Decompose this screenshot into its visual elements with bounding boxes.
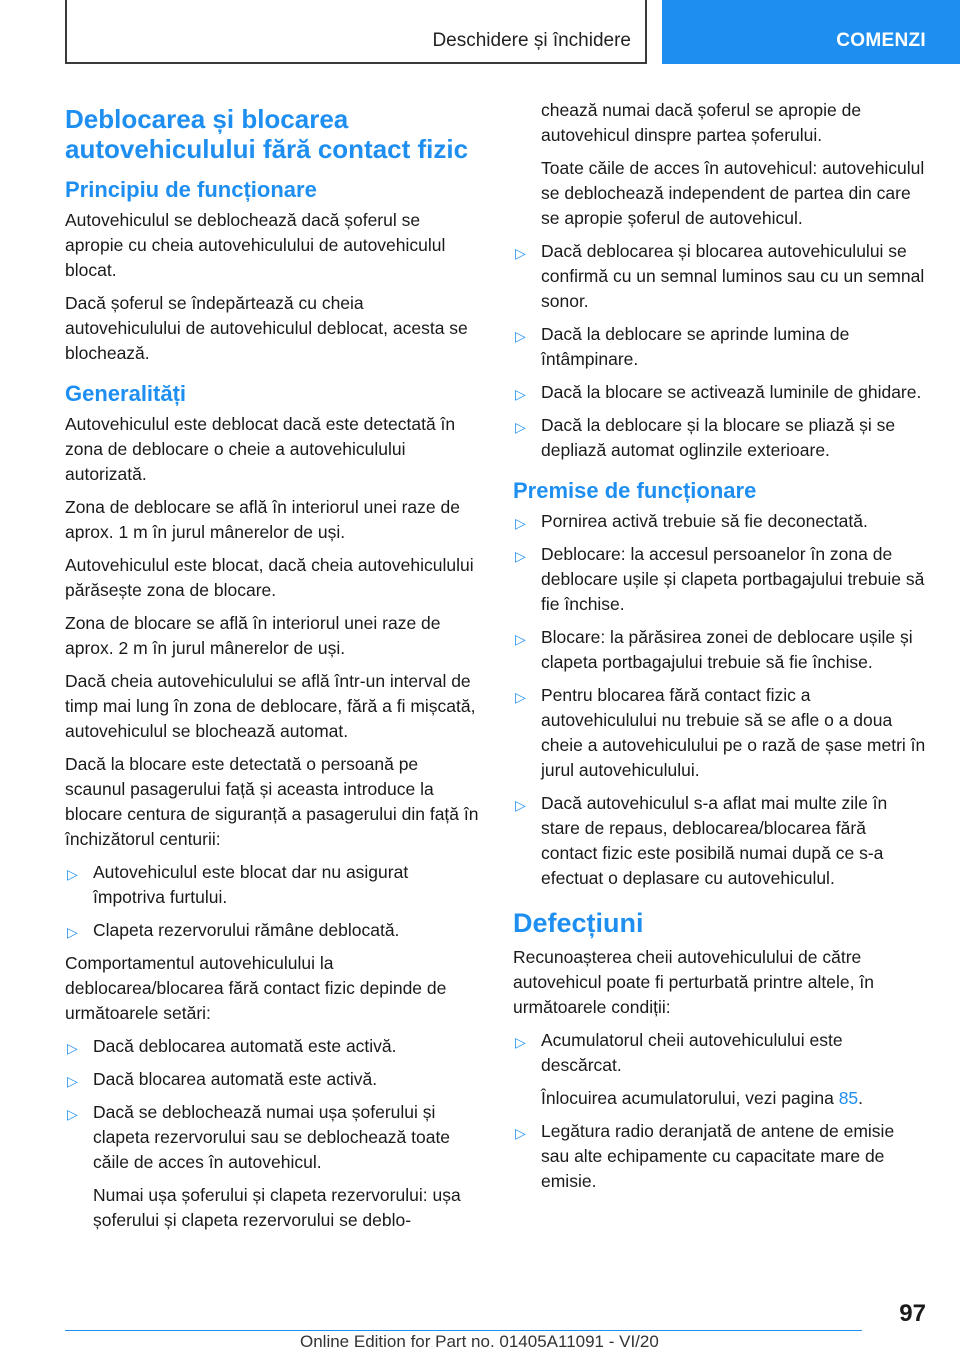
triangle-bullet-icon: ▷	[515, 419, 526, 435]
chapter-tab[interactable]	[662, 0, 960, 64]
triangle-bullet-icon: ▷	[515, 245, 526, 261]
list-item-continued	[513, 98, 927, 231]
list-item: ▷ Autovehiculul este blocat dar nu asigurat împotriva furtului.	[67, 862, 409, 907]
list-item: ▷ Pentru blocarea fără contact fizic a autovehiculului nu trebuie să se afle o a doua cheie a autovehiculului pe o rază de șase metri în jurul autovehiculului.	[515, 685, 926, 780]
list-item: ▷ Deblocare: la accesul persoanelor în zona de deblocare ușile și clapeta portbagajului trebuie să fie închise.	[515, 544, 925, 614]
paragraph: Zona de deblocare se află în interiorul unei raze de aprox. 1 m în jurul mânerelor de uși.	[65, 497, 460, 542]
triangle-bullet-icon: ▷	[515, 328, 526, 344]
footer-divider	[65, 1330, 862, 1331]
paragraph: Autovehiculul se deblochează dacă șoferul se apropie cu cheia autovehiculului de autovehiculul blocat.	[65, 210, 446, 280]
list-item: ▷ Dacă deblocarea automată este activă.	[65, 1034, 480, 1059]
list-item: ▷ Clapeta rezervorului rămâne deblocată.	[65, 918, 480, 943]
bullet-list	[65, 1034, 480, 1233]
list-item: ▷ Acumulatorul cheii autovehiculului este descărcat. Înlocuirea acumulatorului, vezi pagina 85.	[513, 1028, 927, 1111]
paragraph: Zona de blocare se află în interiorul unei raze de aprox. 2 m în jurul mânerelor de uși.	[65, 613, 441, 658]
list-item: ▷ Dacă la deblocare și la blocare se pliază și se depliază automat oglinzile exterioare.	[515, 415, 896, 460]
footer-edition: Online Edition for Part no. 01405A11091 - VI/20	[300, 1332, 659, 1351]
paragraph: Autovehiculul este deblocat dacă este detectată în zona de deblocare o cheie a autovehiculului autorizată.	[65, 414, 456, 484]
list-item: ▷ Dacă autovehiculul s-a aflat mai multe zile în stare de repaus, deblocarea/blocarea fără contact fizic este posibilă numai după ce s-a efectuat o deplasare cu autovehiculul.	[515, 793, 888, 888]
heading-premise: Premise de funcționare	[513, 478, 757, 503]
list-item: ▷ Dacă la deblocare se aprinde lumina de întâmpinare.	[515, 324, 850, 369]
paragraph: Dacă la blocare este detectată o persoană pe scaunul pasagerului față și aceasta introduce la blocare centura de siguranță a pasagerului din față în închizătorul centurii:	[65, 754, 479, 849]
heading-defect: Defecțiuni	[513, 908, 644, 938]
paragraph: Comportamentul autovehiculului la deblocarea/blocarea fără contact fizic depinde de următoarele setări:	[65, 953, 447, 1023]
paragraph: chează numai dacă șoferul se apropie de autovehicul dinspre partea șoferului.	[541, 100, 862, 145]
continued-list	[513, 98, 927, 231]
triangle-bullet-icon: ▷	[67, 1106, 78, 1122]
heading-general: Generalități	[65, 381, 187, 406]
paragraph: Toate căile de acces în autovehicul: autovehiculul se deblochează independent de partea din care se apropie șoferul de autovehicul.	[541, 158, 925, 228]
triangle-bullet-icon: ▷	[515, 797, 526, 813]
page-title: Deblocarea și blocarea autovehiculului fără contact fizic	[65, 104, 469, 164]
paragraph: Dacă șoferul se îndepărtează cu cheia autovehiculului de autovehiculul deblocat, acesta se blochează.	[65, 293, 468, 363]
bullet-list	[65, 860, 480, 943]
paragraph: Recunoașterea cheii autovehiculului de către autovehicul poate fi perturbată printre altele, în următoarele condiții:	[513, 947, 874, 1017]
list-item: ▷ Dacă se deblochează numai ușa șoferului și clapeta rezervorului sau se deblochează toate căile de acces în autovehicul. Numai ușa șoferului și clapeta rezervorului: ușa șoferului și clapeta rezervorului se deblo-	[65, 1100, 480, 1233]
section-title: Deschidere și închidere	[432, 30, 631, 51]
list-item: ▷ Dacă la blocare se activează luminile de ghidare.	[513, 380, 927, 405]
triangle-bullet-icon: ▷	[515, 631, 526, 647]
triangle-bullet-icon: ▷	[515, 1125, 526, 1141]
triangle-bullet-icon: ▷	[515, 1034, 526, 1050]
list-item: ▷ Dacă blocarea automată este activă.	[65, 1067, 480, 1092]
triangle-bullet-icon: ▷	[67, 1073, 78, 1089]
left-column	[65, 98, 480, 1241]
page-number: 97	[899, 1300, 926, 1327]
triangle-bullet-icon: ▷	[515, 689, 526, 705]
triangle-bullet-icon: ▷	[515, 515, 526, 531]
list-item: ▷ Legătura radio deranjată de antene de emisie sau alte echipamente cu capacitate mare de emisie.	[515, 1121, 895, 1191]
list-item: ▷ Dacă deblocarea și blocarea autovehiculului se confirmă cu un semnal luminos sau cu un semnal sonor.	[515, 241, 925, 311]
list-item: ▷ Pornirea activă trebuie să fie deconectată.	[513, 509, 927, 534]
list-sub-paragraph: Numai ușa șoferului și clapeta rezervorului: ușa șoferului și clapeta rezervorului se deblo-	[93, 1185, 461, 1230]
chapter-tab-label: COMENZI	[836, 30, 926, 51]
paragraph: Dacă cheia autovehiculului se află într-un interval de timp mai lung în zona de deblocare, fără a fi mișcată, autovehiculul se blochează automat.	[65, 671, 476, 741]
bullet-list	[513, 509, 927, 891]
bullet-list	[513, 239, 927, 463]
page-link[interactable]: 85	[838, 1088, 859, 1108]
paragraph: Autovehiculul este blocat, dacă cheia autovehiculului părăsește zona de blocare.	[65, 555, 474, 600]
list-item: ▷ Blocare: la părăsirea zonei de deblocare ușile și clapeta portbagajului trebuie să fie închise.	[515, 627, 913, 672]
triangle-bullet-icon: ▷	[67, 866, 78, 882]
triangle-bullet-icon: ▷	[67, 924, 78, 940]
triangle-bullet-icon: ▷	[67, 1040, 78, 1056]
bullet-list	[513, 1028, 927, 1194]
triangle-bullet-icon: ▷	[515, 548, 526, 564]
triangle-bullet-icon: ▷	[515, 386, 526, 402]
header-section-box	[65, 0, 647, 64]
list-sub-paragraph: Înlocuirea acumulatorului, vezi pagina 85.	[541, 1088, 864, 1108]
right-column	[513, 98, 927, 1202]
heading-principle: Principiu de funcționare	[65, 177, 317, 202]
